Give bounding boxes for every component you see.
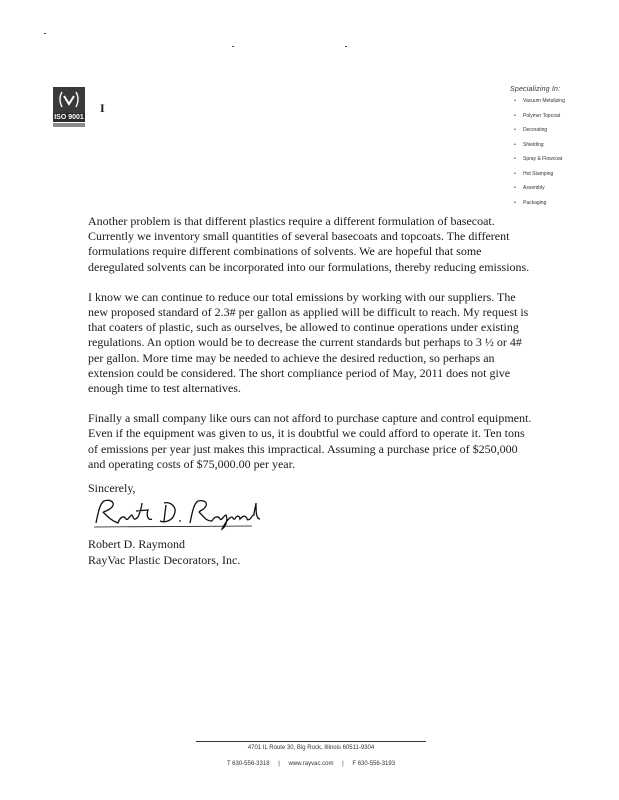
specialty-item: • Assembly [514,185,545,191]
iso-logo-text: ISO 9001 [54,114,84,121]
bullet-icon: • [514,141,516,148]
footer-fax: F 630-556-3193 [352,761,396,767]
scan-speck [345,46,347,47]
bullet-icon: • [514,199,516,206]
scan-speck [44,33,46,34]
letter-body [88,214,534,487]
salutation: Sincerely, [88,481,136,495]
body-paragraph: Another problem is that different plastics require a different formulation of basecoat. Currently we inventory small quantities of several basecoats and topcoats. The different formulations require different combinations of solvents. We are hopeful that some deregulated solvents can be incorporated into our formulations, thereby reducing emissions. [88,214,530,274]
footer-address: 4701 IL Route 30, Big Rock, Illinois 60511-9304 [247,745,375,751]
body-paragraph: Finally a small company like ours can not afford to purchase capture and control equipment. Even if the equipment was given to us, it is doubtful we could afford to operate it. Ten tons of emissions per year just makes this impractical. Assuming a purchase price of $250,000 and operating costs of $75,000.00 per year. [88,411,532,471]
footer-website: www.rayvac.com [288,761,334,767]
signatory-block [88,537,240,568]
bullet-icon: • [514,185,516,191]
specialty-item: • Packaging [514,199,547,206]
laurel-emblem-icon [53,87,85,113]
bullet-icon: • [514,170,516,177]
body-paragraph: I know we can continue to reduce our total emissions by working with our suppliers. The new proposed standard of 2.3# per gallon as applied will be difficult to reach. My request is that coaters of plastic, such as ourselves, be allowed to continue operations under existing regulations. An option would be to decrease the current standards but perhaps to 3 ½ or 4# per gallon. More time may be needed to achieve the desired reduction, so perhaps an extension could be considered. The short compliance period of May, 2011 does not give enough time to test alternatives. [88,289,529,396]
specialties-list [514,98,565,214]
footer-separator: | [342,761,344,767]
specialty-item: • Hot Stamping [514,170,554,177]
letterhead-mark: I [100,101,105,115]
footer-phone: T 630-556-3318 [226,761,270,767]
bullet-icon: • [514,112,516,119]
signatory-name: Robert D. Raymond [88,537,185,551]
specialty-item: • Decorating [514,127,548,133]
specialty-item: • Vacuum Metalizing [514,98,565,104]
bullet-icon: • [514,156,516,162]
specializing-title: Specializing In: [510,86,561,93]
bullet-icon: • [514,98,516,104]
company-name: RayVac Plastic Decorators, Inc. [88,552,241,567]
iso-logo-band [53,123,85,127]
scan-speck [232,46,234,47]
footer-separator: | [278,761,280,767]
signature-icon [92,495,262,531]
specialty-item: • Spray & Flowcoat [514,156,563,162]
specialty-item: • Polymer Topcoat [514,112,561,119]
specialty-item: • Shielding [514,141,544,148]
handwritten-signature [92,495,262,536]
bullet-icon: • [514,127,516,133]
footer-contacts [196,761,426,767]
footer-rule [196,741,426,742]
